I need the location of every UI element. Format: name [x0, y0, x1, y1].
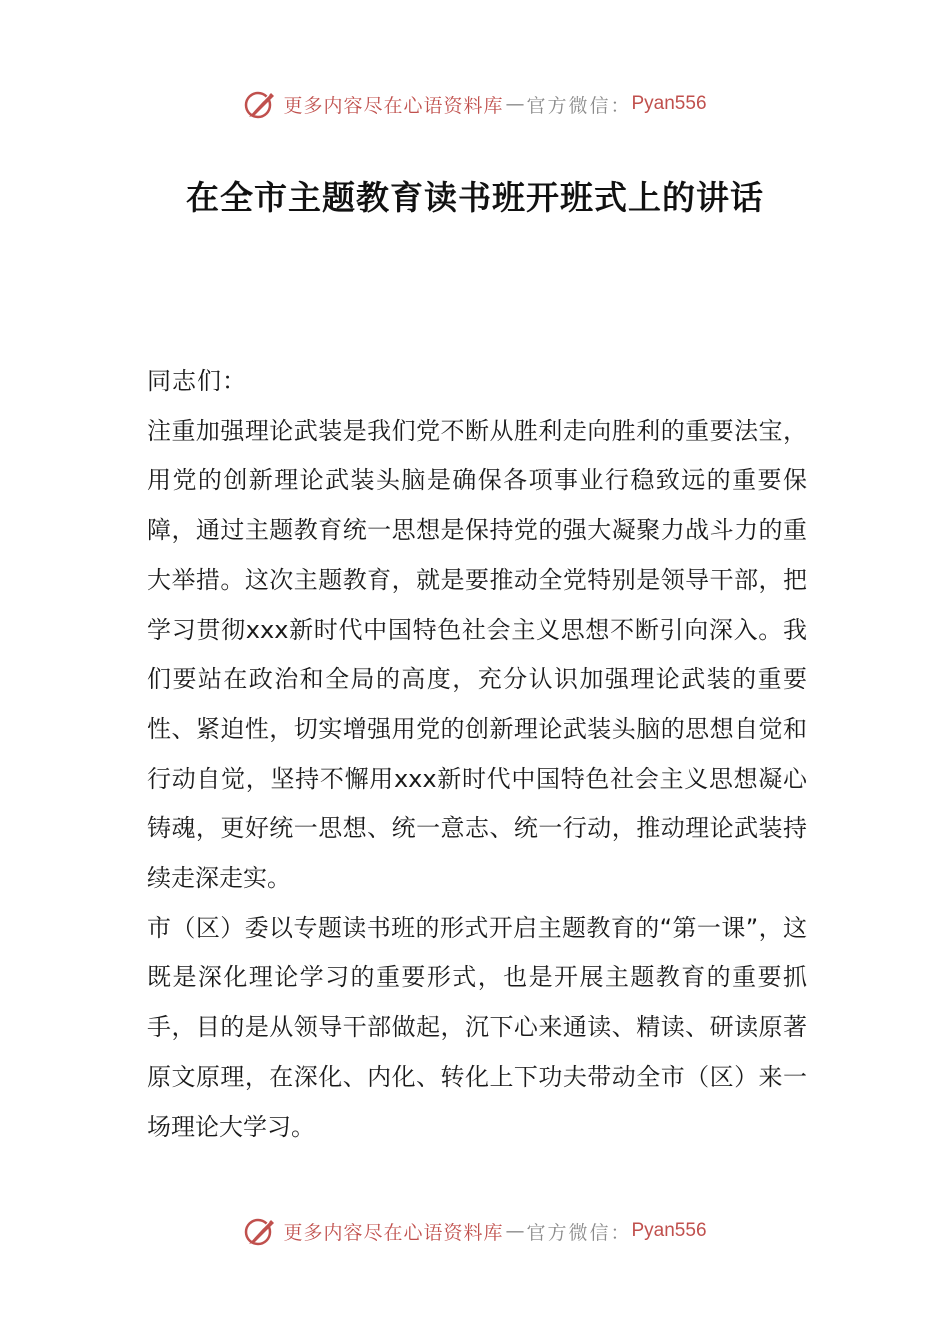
document-body: [147, 357, 807, 1152]
footer-banner: [0, 1211, 950, 1251]
banner-separator: —: [505, 1220, 525, 1242]
paragraph-2: 市（区）委以专题读书班的形式开启主题教育的“第一课”，这既是深化理论学习的重要形式，也是开展主题教育的重要抓手，目的是从领导干部做起，沉下心来通读、精读、研读原著原文原理，在深化、内化、转化上下功夫带动全市（区）来一场理论大学习。: [147, 913, 807, 1141]
banner-separator: —: [505, 93, 525, 115]
banner-main-text: 更多内容尽在心语资料库: [283, 94, 504, 117]
header-banner: [0, 84, 950, 124]
banner-wechat-handle: Pyan556: [631, 93, 707, 114]
greeting: 同志们：: [147, 367, 247, 395]
document-title: 在全市主题教育读书班开班式上的讲话: [186, 178, 764, 217]
banner-contact-label: 官方微信：: [526, 94, 632, 117]
banner-wechat-handle: Pyan556: [631, 1220, 707, 1241]
quill-circle-logo-icon: [243, 1214, 277, 1248]
banner-main-text: 更多内容尽在心语资料库: [283, 1221, 504, 1244]
quill-circle-logo-icon: [243, 87, 277, 121]
paragraph-1: 注重加强理论武装是我们党不断从胜利走向胜利的重要法宝，用党的创新理论武装头脑是确保各项事业行稳致远的重要保障，通过主题教育统一思想是保持党的强大凝聚力战斗力的重大举措。这次主题教育，就是要推动全党特别是领导干部，把学习贯彻xxx新时代中国特色社会主义思想不断引向深入。我们要站在政治和全局的高度，充分认识加强理论武装的重要性、紧迫性，切实增强用党的创新理论武装头脑的思想自觉和行动自觉，坚持不懈用xxx新时代中国特色社会主义思想凝心铸魂，更好统一思想、统一意志、统一行动，推动理论武装持续走深走实。: [147, 416, 807, 893]
banner-contact-label: 官方微信：: [526, 1221, 632, 1244]
